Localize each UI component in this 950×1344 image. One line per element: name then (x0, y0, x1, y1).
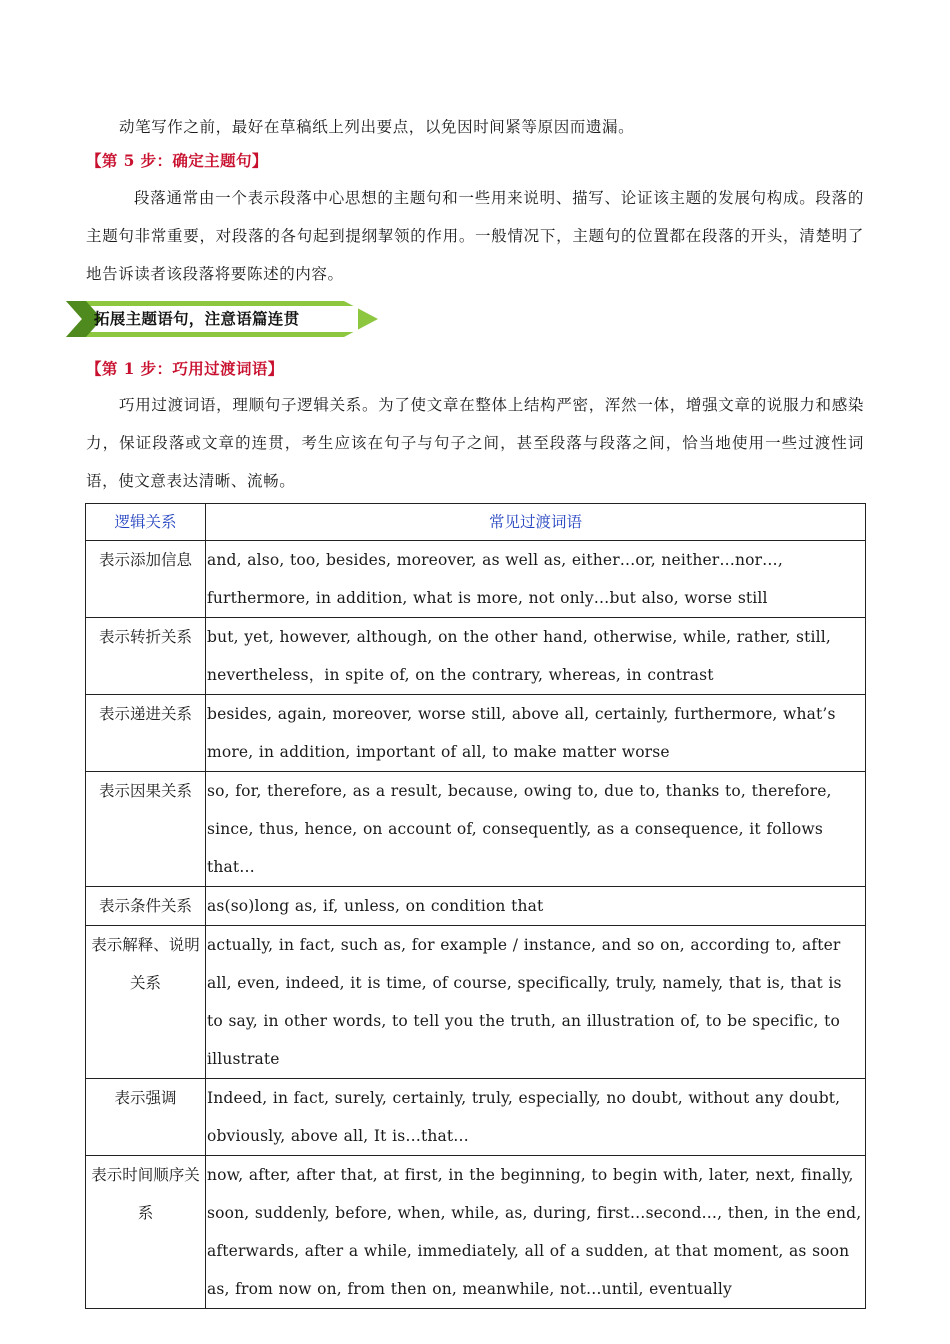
relation-cell: 表示添加信息 (86, 541, 206, 618)
table-row (86, 1156, 866, 1309)
words-cell: and, also, too, besides, moreover, as well as, either…or, neither…nor…, furthermore, in addition, what is more, not only…but also, worse still (206, 541, 866, 618)
transition-words-table (85, 503, 866, 1309)
words-cell: besides, again, moreover, worse still, above all, certainly, furthermore, what’s more, in addition, important of all, to make matter worse (206, 695, 866, 772)
relation-cell: 表示条件关系 (86, 887, 206, 926)
step-1-paragraph: 巧用过渡词语，理顺句子逻辑关系。为了使文章在整体上结构严密，浑然一体，增强文章的说服力和感染力，保证段落或文章的连贯，考生应该在句子与句子之间，甚至段落与段落之间，恰当地使用一些过渡性词语，使文意表达清晰、流畅。 (86, 396, 864, 490)
step-5-paragraph: 段落通常由一个表示段落中心思想的主题句和一些用来说明、描写、论证该主题的发展句构成。段落的主题句非常重要，对段落的各句起到提纲挈领的作用。一般情况下，主题句的位置都在段落的开头，清楚明了地告诉读者该段落将要陈述的内容。 (86, 189, 864, 283)
relation-cell: 表示递进关系 (86, 695, 206, 772)
step-5-heading: 【第 5 步：确定主题句】 (86, 151, 268, 170)
table-row (86, 695, 866, 772)
relation-cell: 表示时间顺序关系 (86, 1156, 206, 1309)
table-row (86, 618, 866, 695)
intro-paragraph: 动笔写作之前，最好在草稿纸上列出要点，以免因时间紧等原因而遗漏。 (119, 118, 635, 136)
relation-cell: 表示强调 (86, 1079, 206, 1156)
table-row (86, 926, 866, 1079)
relation-cell: 表示转折关系 (86, 618, 206, 695)
words-cell: actually, in fact, such as, for example / instance, and so on, according to, after all, even, indeed, it is time, of course, specifically, truly, namely, that is, that is to say, in other words, to tell you the truth, an illustration of, to be specific, to illustrate (206, 926, 866, 1079)
words-cell: but, yet, however, although, on the other hand, otherwise, while, rather, still, nevertheless，in spite of, on the contrary, whereas, in contrast (206, 618, 866, 695)
words-cell: Indeed, in fact, surely, certainly, truly, especially, no doubt, without any doubt, obviously, above all, It is…that… (206, 1079, 866, 1156)
relation-cell: 表示因果关系 (86, 772, 206, 887)
words-cell: as(so)long as, if, unless, on condition that (206, 887, 866, 926)
words-cell: so, for, therefore, as a result, because, owing to, due to, thanks to, therefore, since, thus, hence, on account of, consequently, as a consequence, it follows that… (206, 772, 866, 887)
step-1-heading: 【第 1 步：巧用过渡词语】 (86, 359, 284, 378)
table-row (86, 887, 866, 926)
section-banner (66, 301, 378, 337)
table-header-row (86, 504, 866, 541)
section-banner-title: 拓展主题语句，注意语篇连贯 (94, 309, 300, 328)
words-cell: now, after, after that, at first, in the beginning, to begin with, later, next, finally, soon, suddenly, before, when, while, as, during, first…second…, then, in the end, afterwards, after a while, immediately, all of a sudden, at that moment, as soon as, from now on, from then on, meanwhile, not…until, eventually (206, 1156, 866, 1309)
relation-cell: 表示解释、说明关系 (86, 926, 206, 1079)
table-row (86, 772, 866, 887)
table-row (86, 1079, 866, 1156)
header-logic-relation: 逻辑关系 (86, 504, 206, 541)
table-row (86, 541, 866, 618)
header-common-words: 常见过渡词语 (206, 504, 866, 541)
